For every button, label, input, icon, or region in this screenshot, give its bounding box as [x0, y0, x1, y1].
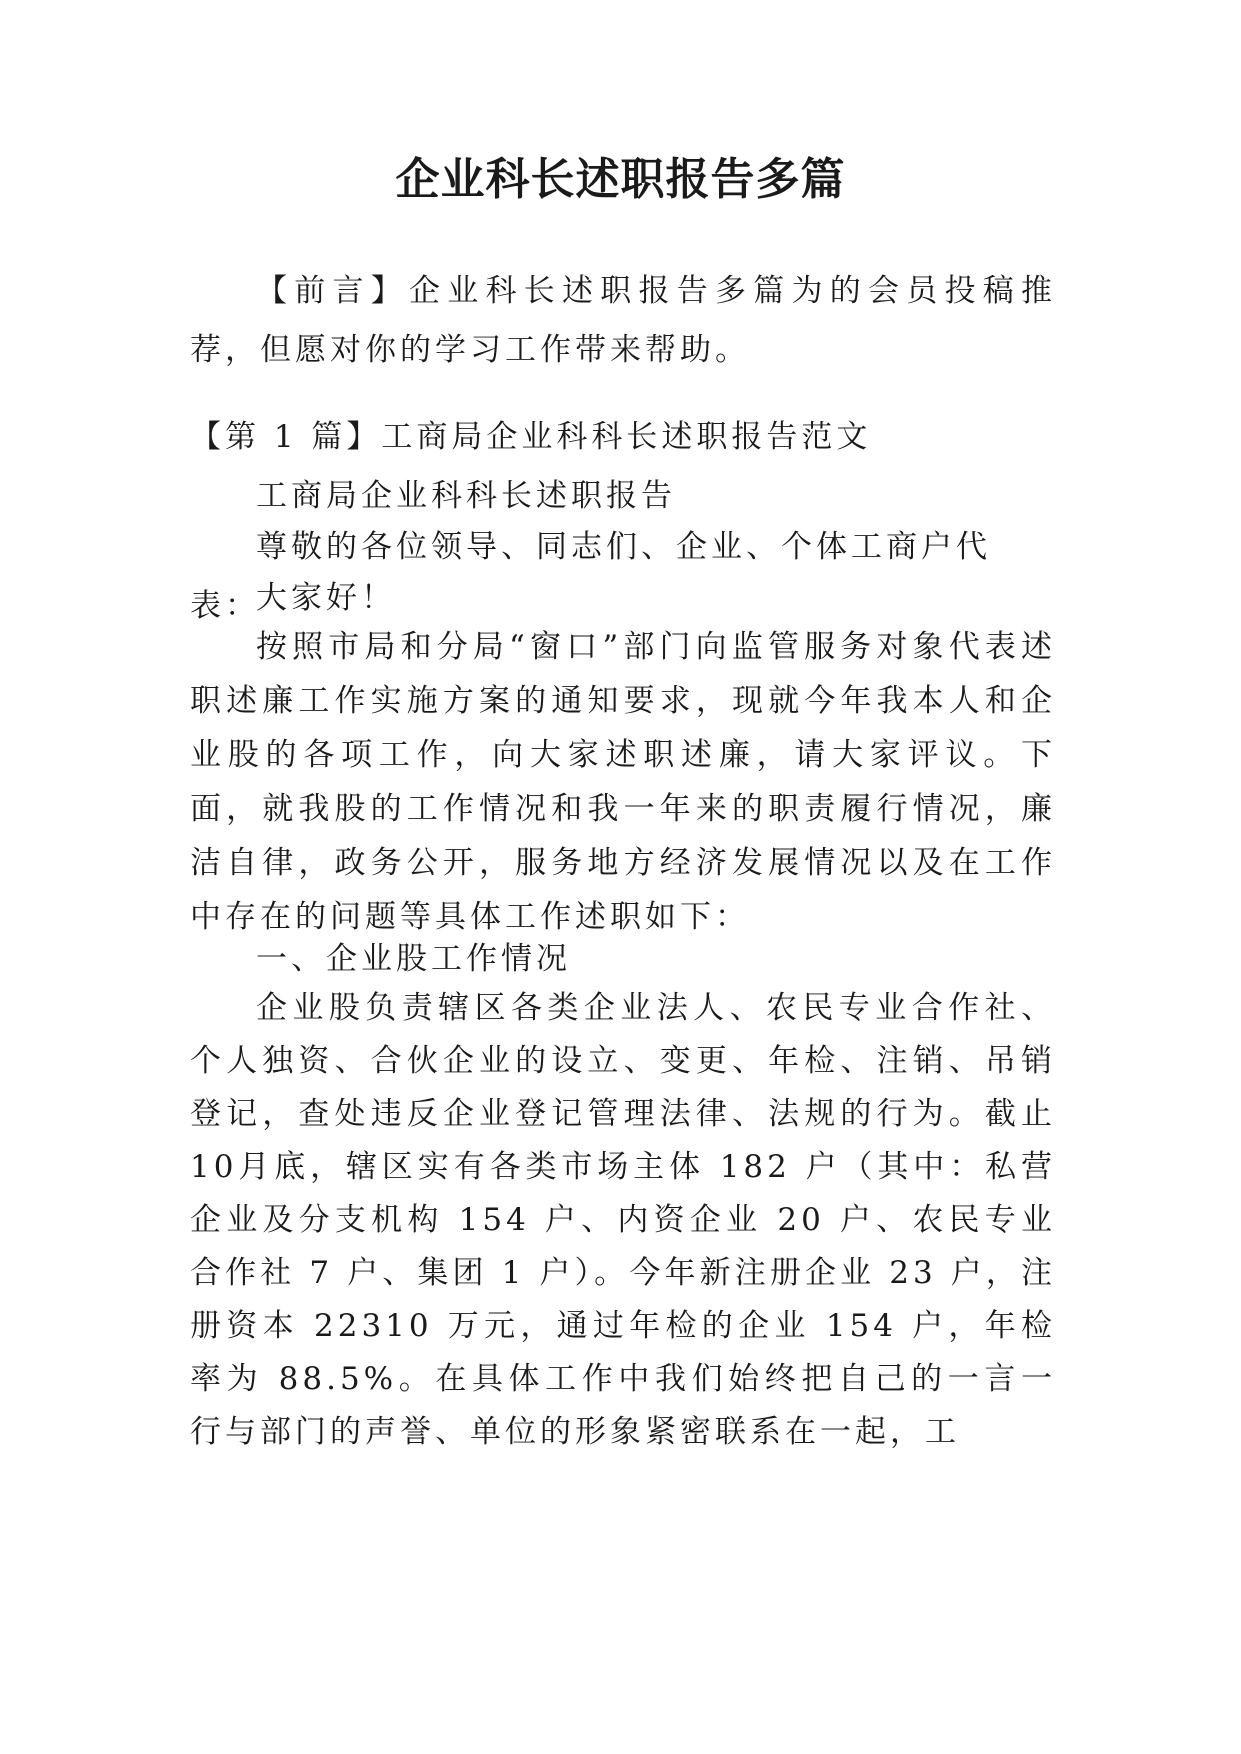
work-status-paragraph: 企业股负责辖区各类企业法人、农民专业合作社、个人独资、合伙企业的设立、变更、年检、注销、吊销登记，查处违反企业登记管理法律、法规的行为。截止 10月底，辖区实有各类市场主体 182 户（其中：私营企业及分支机构 154 户、内资企业 20 户、农民专业合作社 7 户、集团 1 户）。今年新注册企业 23 户，注册资本 22310 万元，通过年检的企业 154 户，年检率为 88.5%。在具体工作中我们始终把自己的一言一行与部门的声誉、单位的形象紧密联系在一起，工 [190, 990, 1056, 1450]
section-heading: 【第 1 篇】工商局企业科科长述职报告范文 [190, 419, 872, 455]
document-title: 企业科长述职报告多篇 [395, 154, 846, 205]
intro-paragraph: 按照市局和分局“窗口”部门向监管服务对象代表述职述廉工作实施方案的通知要求，现就今年我本人和企业股的各项工作，向大家述职述廉，请大家评议。下面，就我股的工作情况和我一年来的职责履行情况，廉洁自律，政务公开，服务地方经济发展情况以及在工作中存在的问题等具体工作述职如下： [190, 629, 1056, 935]
greeting: 大家好！ [256, 580, 396, 616]
preface-paragraph: 【前言】企业科长述职报告多篇为的会员投稿推荐，但愿对你的学习工作带来帮助。 [190, 273, 1056, 368]
report-subtitle: 工商局企业科科长述职报告 [256, 478, 676, 514]
subheading-work-status: 一、企业股工作情况 [256, 941, 571, 977]
salutation: 尊敬的各位领导、同志们、企业、个体工商户代表： [190, 529, 991, 624]
